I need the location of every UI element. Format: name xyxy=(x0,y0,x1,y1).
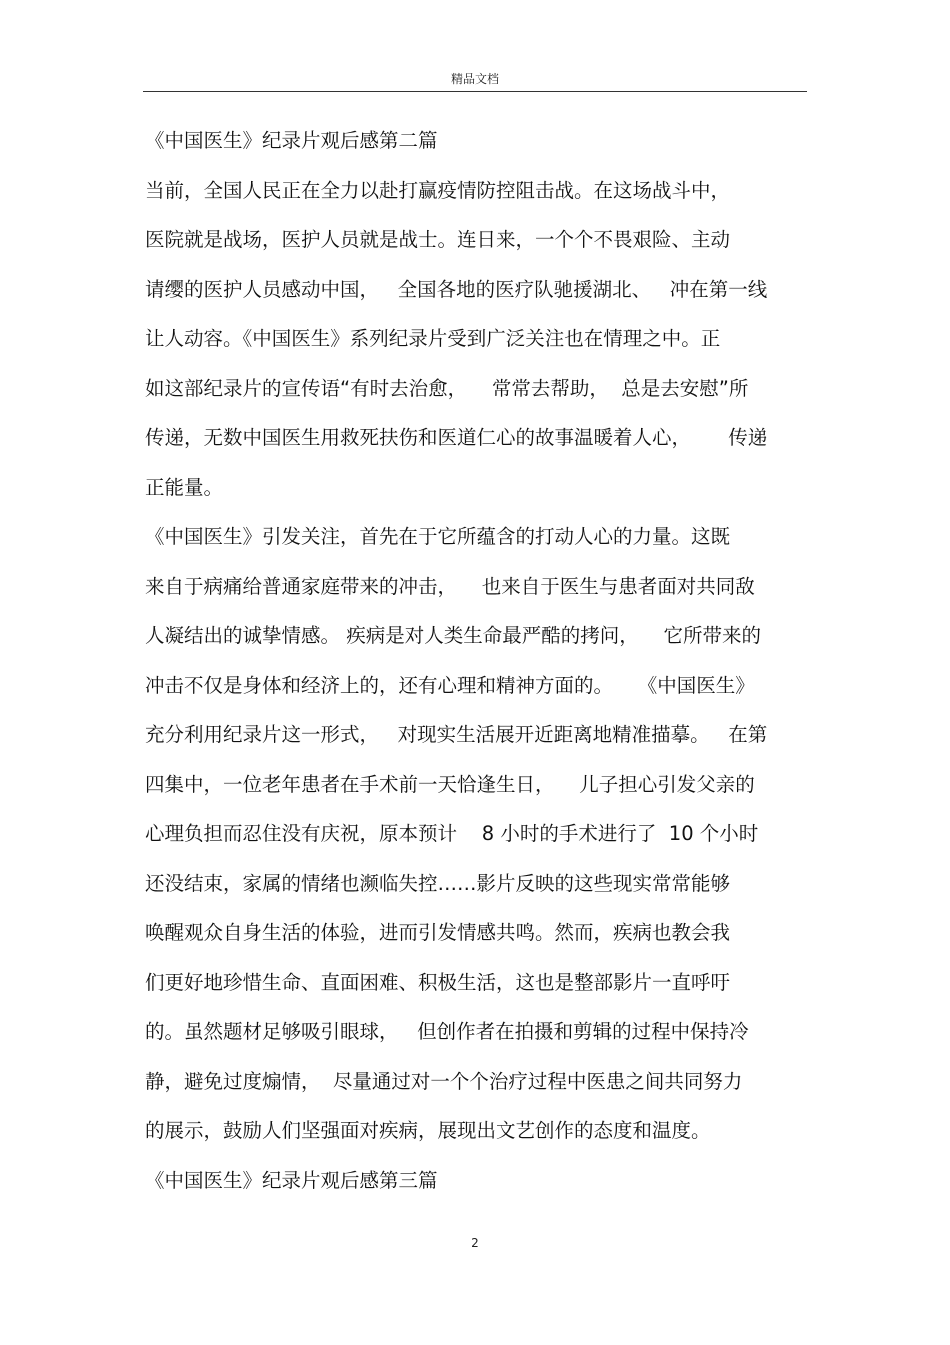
text-line: 来自于病痛给普通家庭带来的冲击， 也来自于医生与患者面对共同敌 xyxy=(145,574,755,598)
text-line: 当前，全国人民正在全力以赴打赢疫情防控阻击战。在这场战斗中， xyxy=(145,178,731,202)
text-line: 冲击不仅是身体和经济上的，还有心理和精神方面的。 《中国医生》 xyxy=(145,673,755,697)
text-line: 们更好地珍惜生命、直面困难、积极生活，这也是整部影片一直呼吁 xyxy=(145,970,731,994)
text-line: 静，避免过度煽情， 尽量通过对一个个治疗过程中医患之间共同努力 xyxy=(145,1069,743,1093)
text-line: 的。虽然题材足够吸引眼球， 但创作者在拍摄和剪辑的过程中保持冷 xyxy=(145,1020,749,1043)
text-line: 的展示，鼓励人们坚强面对疾病，展现出文艺创作的态度和温度。 xyxy=(145,1119,711,1142)
text-line: 充分利用纪录片这一形式， 对现实生活展开近距离地精准描摹。 在第 xyxy=(145,723,768,746)
text-line: 正能量。 xyxy=(145,475,224,499)
text-line: 唤醒观众自身生活的体验，进而引发情感共鸣。然而，疾病也教会我 xyxy=(145,921,731,944)
text-line: 请缨的医护人员感动中国， 全国各地的医疗队驰援湖北、 冲在第一线 xyxy=(145,277,768,301)
document-body xyxy=(145,124,811,1213)
page-header-label: 精品文档 xyxy=(450,72,499,86)
text-line: 《中国医生》引发关注，首先在于它所蕴含的打动人心的力量。这既 xyxy=(145,525,731,548)
text-line: 医院就是战场，医护人员就是战士。连日来，一个个不畏艰险、主动 xyxy=(145,228,731,251)
section-title: 《中国医生》纪录片观后感第三篇 xyxy=(145,1168,438,1192)
text-line: 传递，无数中国医生用救死扶伤和医道仁心的故事温暖着人心， 传递 xyxy=(145,426,768,449)
header-divider xyxy=(143,91,807,92)
text-line: 还没结束，家属的情绪也濒临失控……影片反映的这些现实常常能够 xyxy=(145,871,731,895)
text-line: 让人动容。《中国医生》系列纪录片受到广泛关注也在情理之中。正 xyxy=(145,327,721,350)
text-line: 人凝结出的诚挚情感。 疾病是对人类生命最严酷的拷问， 它所带来的 xyxy=(145,624,761,647)
page-number: 2 xyxy=(471,1236,479,1250)
text-line: 心理负担而忍住没有庆祝，原本预计 8 小时的手术进行了 10 个小时 xyxy=(145,822,759,845)
text-line: 如这部纪录片的宣传语“有时去治愈， 常常去帮助， 总是去安慰”所 xyxy=(145,376,749,400)
text-line: 四集中，一位老年患者在手术前一天恰逢生日， 儿子担心引发父亲的 xyxy=(145,772,755,796)
section-title: 《中国医生》纪录片观后感第二篇 xyxy=(145,129,438,152)
